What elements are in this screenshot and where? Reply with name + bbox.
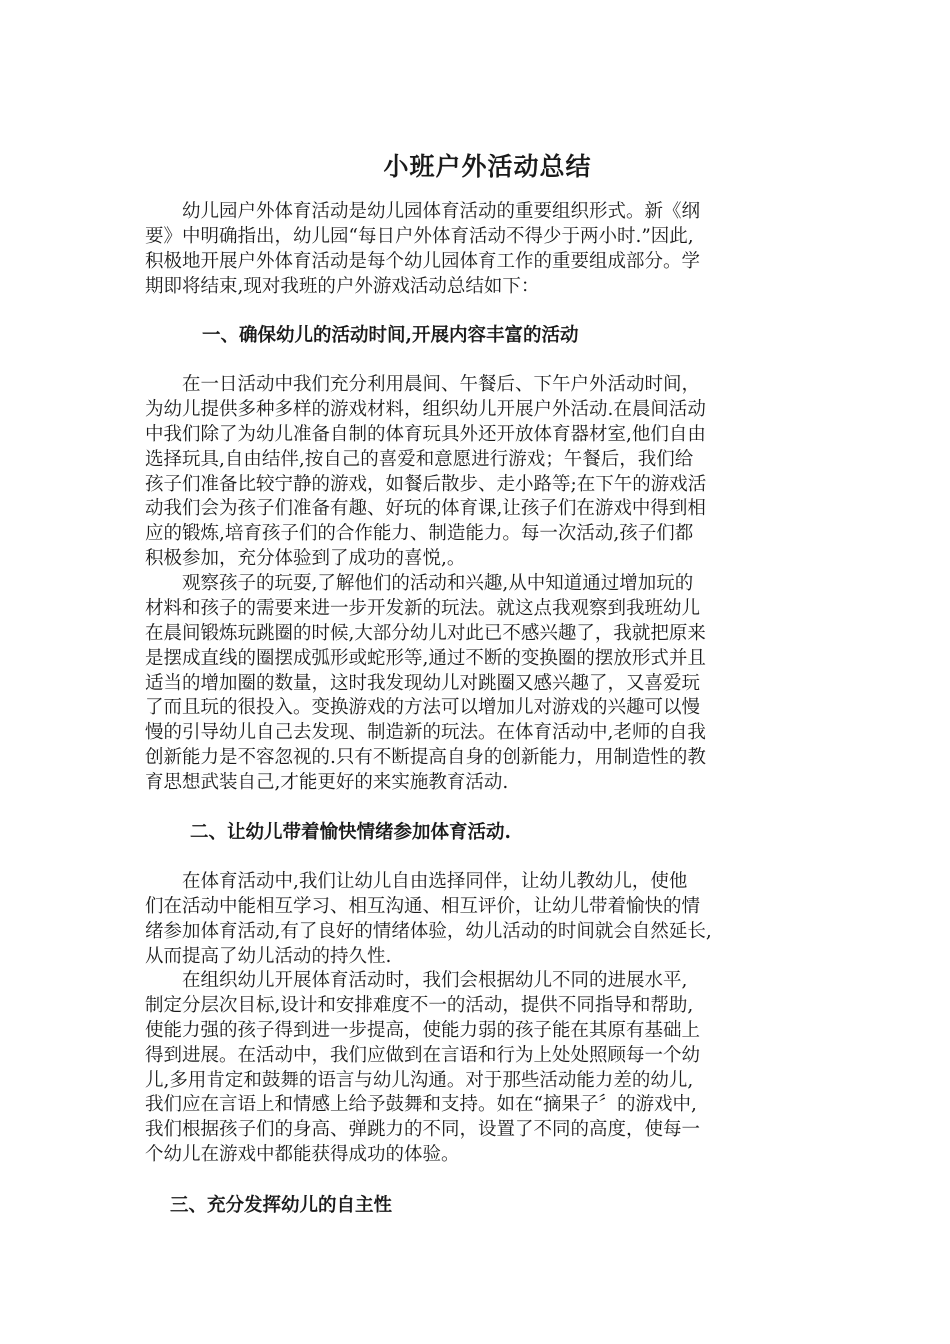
section2-paragraph-1 (145, 870, 810, 970)
text-line: 在组织幼儿开展体育活动时，我们会根据幼儿不同的进展水平, (145, 970, 688, 991)
text-line: 慢的引导幼儿自己去发现、制造新的玩法。在体育活动中,老师的自我 (145, 722, 706, 744)
text-line: 材料和孩子的需要来进一步开发新的玩法。就这点我观察到我班幼儿 (145, 597, 701, 619)
text-line: 们在活动中能相互学习、相互沟通、相互评价，让幼儿带着愉快的情 (145, 895, 701, 917)
text-line: 孩子们准备比较宁静的游戏，如餐后散步、走小路等;在下午的游戏活 (145, 473, 707, 495)
text-line: 适当的增加圈的数量，这时我发现幼儿对跳圈又感兴趣了，又喜爱玩 (145, 672, 701, 694)
text-line: 动我们会为孩子们准备有趣、好玩的体育课,让孩子们在游戏中得到相 (145, 498, 706, 520)
text-line: 观察孩子的玩耍,了解他们的活动和兴趣,从中知道通过增加玩的 (145, 573, 694, 594)
text-line: 要》中明确指出，幼儿园“每日户外体育活动不得少于两小时.”因此, (145, 225, 694, 247)
text-line: 儿,多用肯定和鼓舞的语言与幼儿沟通。对于那些活动能力差的幼儿, (145, 1069, 694, 1091)
section1-paragraph-2 (145, 572, 810, 796)
text-line: 期即将结束,现对我班的户外游戏活动总结如下： (145, 275, 540, 297)
text-line: 使能力强的孩子得到进一步提高，使能力弱的孩子能在其原有基础上 (145, 1019, 701, 1041)
text-line: 在晨间锻炼玩跳圈的时候,大部分幼儿对此已不感兴趣了，我就把原来 (145, 622, 706, 644)
text-line: 是摆成直线的圈摆成弧形或蛇形等,通过不断的变换圈的摆放形式并且 (145, 647, 706, 669)
text-line: 在一日活动中我们充分利用晨间、午餐后、下午户外活动时间， (145, 374, 701, 395)
text-line: 制定分层次目标,设计和安排难度不一的活动，提供不同指导和帮助, (145, 994, 694, 1016)
text-line: 得到进展。在活动中，我们应做到在言语和行为上处处照顾每一个幼 (145, 1044, 701, 1066)
section2-paragraph-2 (145, 969, 810, 1168)
text-line: 绪参加体育活动,有了良好的情绪体验，幼儿活动的时间就会自然延长, (145, 920, 712, 942)
text-line: 积极地开展户外体育活动是每个幼儿园体育工作的重要组成部分。学 (145, 250, 701, 272)
text-line: 我们根据孩子们的身高、弹跳力的不同，设置了不同的高度，使每一 (145, 1119, 701, 1141)
intro-paragraph (145, 200, 810, 300)
section-heading-1: 一、确保幼儿的活动时间,开展内容丰富的活动 (202, 325, 579, 346)
section-heading-3: 三、充分发挥幼儿的自主性 (170, 1195, 393, 1216)
text-line: 了而且玩的很投入。变换游戏的方法可以增加儿对游戏的兴趣可以慢 (145, 697, 701, 719)
section-heading-2: 二、让幼儿带着愉快情绪参加体育活动. (190, 822, 511, 843)
text-line: 为幼儿提供多种多样的游戏材料，组织幼儿开展户外活动.在晨间活动 (145, 398, 706, 420)
text-line: 个幼儿在游戏中都能获得成功的体验。 (145, 1144, 460, 1166)
text-line: 应的锻炼,培育孩子们的合作能力、制造能力。每一次活动,孩子们都 (145, 523, 694, 545)
document-title: 小班户外活动总结 (383, 151, 592, 181)
section1-paragraph-1 (145, 373, 810, 572)
text-line: 幼儿园户外体育活动是幼儿园体育活动的重要组织形式。新《纲 (145, 201, 701, 222)
text-line: 选择玩具,自由结伴,按自己的喜爱和意愿进行游戏；午餐后，我们给 (145, 448, 694, 470)
text-line: 积极参加，充分体验到了成功的喜悦,。 (145, 548, 466, 570)
text-line: 在体育活动中,我们让幼儿自由选择同伴，让幼儿教幼儿，使他 (145, 871, 688, 892)
text-line: 我们应在言语上和情感上给予鼓舞和支持。如在“摘果子〞的游戏中, (145, 1094, 697, 1116)
text-line: 从而提高了幼儿活动的持久性. (145, 945, 392, 967)
text-line: 育思想武装自己,才能更好的来实施教育活动. (145, 772, 509, 794)
text-line: 创新能力是不容忽视的.只有不断提高自身的创新能力，用制造性的教 (145, 747, 706, 769)
text-line: 中我们除了为幼儿准备自制的体育玩具外还开放体育器材室,他们自由 (145, 423, 706, 445)
